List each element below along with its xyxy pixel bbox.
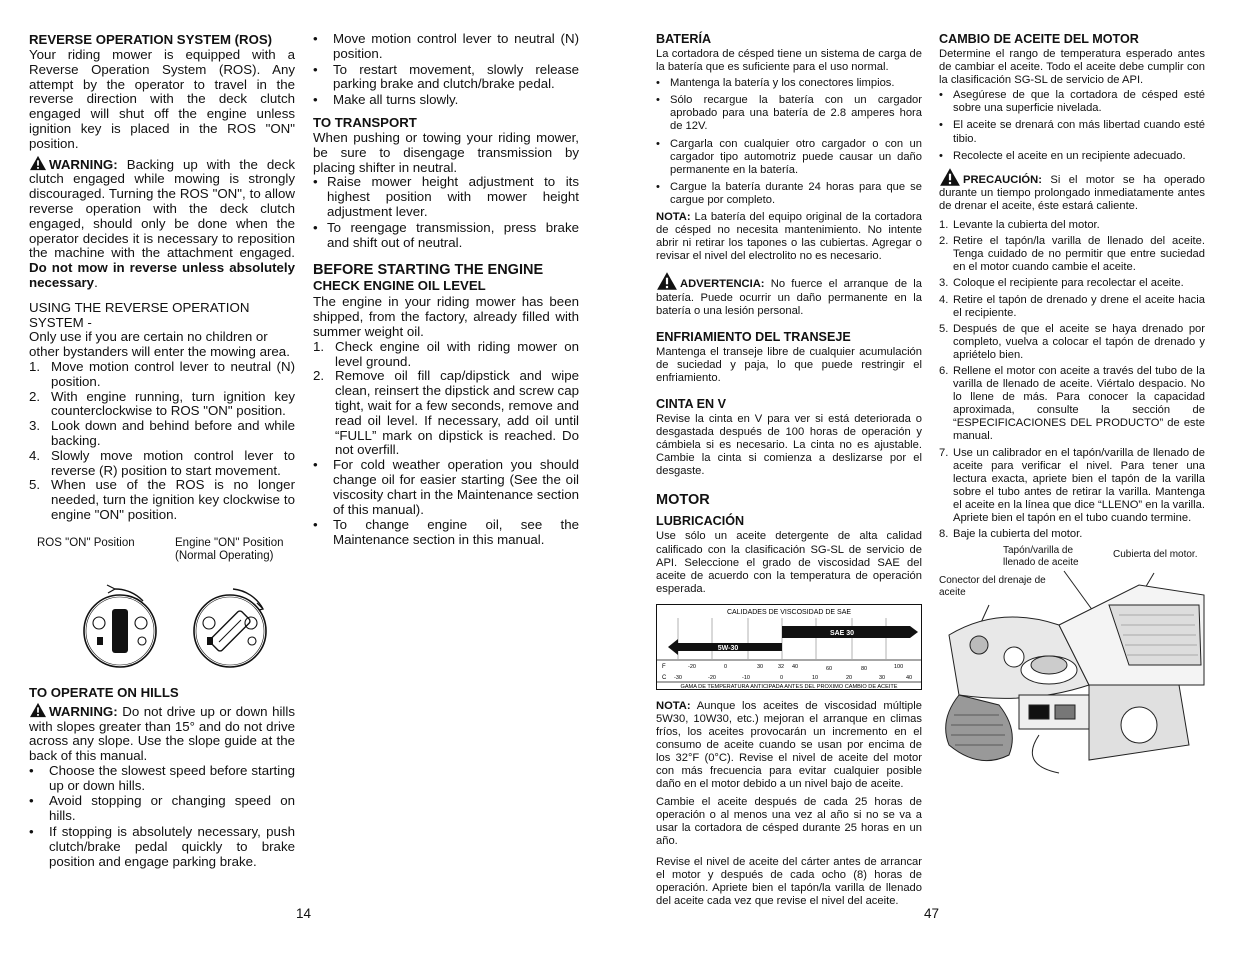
page-number-right: 47 [924,906,940,921]
ros-on-label: ROS "ON" Position [37,536,135,549]
ros-warning-text: Backing up with the deck clutch engaged while mowing is strongly discouraged. Turning the ROS "ON", to allow reverse operation with the deck clutch engaged, should only be done when the operator decides it is necessary to reposition the machine with the attachment engaged. [29,156,295,261]
list-item: • Cargarla con cualquier otro cargador o con un cargador tipo automotriz puede causar un daño permanente en la batería. [656,138,922,177]
tick-label: 60 [826,665,833,672]
list-item: • Cargue la batería durante 24 horas para que se cargue por completo. [656,181,922,207]
fig-label-conector: Conector del drenaje de aceite [939,575,1046,599]
tick-label: 100 [894,663,904,670]
mower-engine-illustration [939,545,1205,775]
bateria-nota [656,211,922,263]
sae-5w30-label: 5W-30 [717,644,739,652]
hills-warning-text: Do not drive up or down hills with slopes greater than 15° and do not drive across any slope. Use the slope guide at the back of this manual. [29,703,295,764]
cambio-precaucion [939,167,1205,213]
engine-on-label: Engine "ON" Position (Normal Operating) [175,536,284,562]
tick-label: 20 [846,674,853,681]
tick-label: 30 [879,674,886,681]
enfriamiento-text: Mantenga el transeje libre de cualquier acumulación de suciedad y paja, lo que puede restringir el enfriamiento. [656,345,922,384]
sae-chart-footer: GAMA DE TEMPERATURA ANTICIPADA ANTES DEL PROXIMO CAMBIO DE ACEITE [680,683,898,690]
list-item: • Raise mower height adjustment to its highest position with mower height adjustment lever. [313,175,579,219]
list-item: 5. Después de que el aceite se haya drenado por completo, vuelva a colocar el tapón de drenado y apriételo bien. [939,322,1205,361]
hills-warning-label: WARNING: [49,703,118,719]
warning-icon [29,702,47,718]
check-oil-heading: CHECK ENGINE OIL LEVEL [313,278,486,294]
warning-icon [29,155,47,171]
advertencia-text: No fuerce el arranque de la batería. Puede ocurrir un daño permanente en la batería o una lesión personal. [656,278,922,317]
list-item: 7. Use un calibrador en el tapón/varilla de llenado de aceite para verificar el nivel. Para tener una lectura exacta, apriete bien el tapón de la varilla sobre el tubo antes de retirar la varilla. Mantenga el aceite en la línea que dice “LLENO” en la varilla. Apriete bien el tapón en el tubo cuando termine. [939,446,1205,524]
list-item: 8. Baje la cubierta del motor. [939,528,1083,541]
sae-c-label: C [662,674,667,681]
tick-label: -10 [742,674,750,681]
precaucion-label: PRECAUCIÓN: [963,173,1042,186]
list-item: • El aceite se drenará con más libertad cuando esté tibio. [939,119,1205,145]
precaucion-text: Si el motor se ha operado durante un tiempo prolongado inmediatamente antes de drenar el aceite, éste estará caliente. [939,173,1205,212]
tick-label: 40 [792,663,799,670]
bateria-intro: La cortadora de césped tiene un sistema de carga de la batería que es suficiente para el uso normal. [656,48,922,74]
cambio-intro: Determine el rango de temperatura esperado antes de cambiar el aceite. Todo el aceite debe cumplir con la clasificación SG-SL de servicio de API. [939,48,1205,87]
tick-label: -30 [674,674,682,681]
fig-label-tapon: Tapón/varilla de llenado de aceite [1003,545,1079,569]
bateria-heading: BATERÍA [656,32,712,46]
list-item: • Choose the slowest speed before starting up or down hills. [29,764,295,794]
warning-icon [939,167,961,187]
list-item: • Make all turns slowly. [313,93,579,108]
engine-on-dial-icon [187,581,273,671]
tick-label: 32 [778,663,785,670]
list-item: 1. Check engine oil with riding mower on level ground. [313,338,579,369]
right-page-column-1 [656,30,922,908]
engine-oil-figure [939,545,1205,775]
cinta-text: Revise la cinta en V para ver si está deteriorada o desgastada después de 100 horas de operación y cámbiela si es necesario. La cinta no es ajustable. Cambie la cinta si comienza a deslizarse por el desgaste. [656,412,922,478]
transport-intro: When pushing or towing your riding mower, be sure to disengage transmission by placing shifter in neutral. [313,129,579,175]
list-item: 3. Look down and behind before and while backing. [29,418,295,448]
advertencia-label: ADVERTENCIA: [680,278,765,291]
list-item: • To change engine oil, see the Maintenance section in this manual. [313,518,579,548]
tick-label: -20 [688,663,696,670]
list-item: • For cold weather operation you should change oil for easier starting (See the oil viscosity chart in the Maintenance section of this manual). [313,458,579,517]
nota-label: NOTA: [656,211,691,224]
list-item: 3. Coloque el recipiente para recolectar el aceite. [939,277,1184,290]
bateria-advertencia [656,271,922,317]
lubricacion-text: Use sólo un aceite detergente de alta calidad calificado con la clasificación SG-SL de servicio de API. Seleccione el grado de viscosidad SAE del aceite de acuerdo con la temperatura de operación esperada. [656,530,922,595]
transport-list [313,175,579,250]
motor-p2: Cambie el aceite después de cada 25 horas de operación o al menos una vez al año si no se va a usar la cortadora de césped durante 25 horas en un año. [656,795,922,847]
tick-label: 40 [906,674,913,681]
ros-warning [29,155,295,291]
list-item: • Recolecte el aceite en un recipiente adecuado. [939,150,1205,163]
right-page-column-2 [939,30,1205,775]
enfriamiento-heading: ENFRIAMIENTO DEL TRANSEJE [656,329,851,344]
motor-heading: MOTOR [656,492,710,509]
transport-heading: TO TRANSPORT [313,114,417,130]
ros-on-dial-icon [77,581,163,671]
ros-intro: Your riding mower is equipped with a Reverse Operation System (ROS). Any attempt by the operator to travel in the reverse direction with the deck clutch engaged will shut off the engine unless ignition key is placed in the ROS "ON" position. [29,47,295,151]
nota-text: La batería del equipo original de la cortadora de césped no necesita mantenimiento. No intente abrir ni retirar los tapones o las cubiertas. Agregar o revisar el nivel del electrolito no es necesario. [656,211,922,263]
lubricacion-heading: LUBRICACIÓN [656,514,745,529]
warning-icon [656,271,678,291]
list-item: 5. When use of the ROS is no longer needed, turn the ignition key clockwise to engine "ON" position. [29,477,295,522]
cambio-heading: CAMBIO DE ACEITE DEL MOTOR [939,32,1139,46]
tick-label: 0 [780,674,784,681]
left-page-column-2 [313,32,579,549]
list-item: 1. Move motion control lever to neutral (N) position. [29,358,295,389]
list-item: • Sólo recargue la batería con un cargador aprobado para una batería de 2.8 amperes hora de 12V. [656,94,922,133]
ros-using-intro: Only use if you are certain no children or other bystanders will enter the mowing area. [29,329,290,360]
page-number-left: 14 [296,906,312,921]
check-oil-intro: The engine in your riding mower has been shipped, from the factory, already filled with summer weight oil. [313,294,579,339]
left-page-column-1 [29,30,295,870]
list-item: • Asegúrese de que la cortadora de césped esté sobre una superficie nivelada. [939,89,1205,115]
sae-viscosity-chart [656,604,922,690]
ros-steps [29,360,295,523]
list-item: 2. Retire el tapón/la varilla de llenado del aceite. Tenga cuidado de no permitir que entre suciedad en el motor cuando cambie el aceite. [939,235,1205,274]
ros-heading: REVERSE OPERATION SYSTEM (ROS) [29,32,273,47]
motor-nota [656,700,922,792]
tick-label: -20 [708,674,716,681]
ros-using-title: USING THE REVERSE OPERATION SYSTEM - [29,299,250,330]
tick-label: 30 [757,663,764,670]
nota-label: NOTA: [656,699,691,712]
ros-warning-bold: Do not mow in reverse unless absolutely necessary [29,260,295,290]
hills-warning [29,702,295,764]
ros-figure-labels [29,537,295,563]
hills-continued-list [313,32,579,108]
list-item: 2. Remove oil fill cap/dipstick and wipe clean, reinsert the dipstick and screw cap tight, wait for a few seconds, remove and read oil level. If necessary, add oil until “FULL” mark on dipstick is reached. Do not overfill. [313,368,579,458]
cambio-list [939,89,1205,162]
check-oil-steps [313,340,579,458]
ros-warning-end: . [94,274,98,290]
tick-label: 80 [861,665,868,672]
list-item: • If stopping is absolutely necessary, push clutch/brake pedal quickly to brake position and engage parking brake. [29,825,295,869]
nota-text: Aunque los aceites de viscosidad múltiple 5W30, 10W30, etc.) mejoran el arranque en climas fríos, los aceites provocarán un incremento en el consumo de aceite cuando se usan por encima de los 32°F (0°C). Revise el nivel de aceite del motor con más frecuencia para evitar cualquier posible daño en el motor debido a un nivel bajo de aceite. [656,699,922,791]
cambio-steps [939,219,1205,541]
list-item: • Mantenga la batería y los conectores limpios. [656,77,922,90]
motor-p3: Revise el nivel de aceite del cárter antes de arrancar el motor y después de cada ocho (8) horas de operación. Apriete bien el tapón/la varilla de llenado del aceite cada vez que revise el nivel del aceite. [656,855,922,908]
check-oil-list [313,458,579,548]
tick-label: 10 [812,674,819,681]
ros-warning-label: WARNING: [49,156,118,172]
cinta-heading: CINTA EN V [656,396,726,411]
before-starting-heading: BEFORE STARTING THE ENGINE [313,262,544,279]
list-item: 6. Rellene el motor con aceite a través del tubo de la varilla de llenado de aceite. Viértalo despacio. No lo llene de más. Para conocer la capacidad aproximada, consulte la sección de “ESPECIFICACIONES DEL PRODUCTO” de este manual. [939,364,1205,443]
hills-heading: TO OPERATE ON HILLS [29,684,179,700]
list-item: • To restart movement, slowly release parking brake and clutch/brake pedal. [313,63,579,93]
list-item: 2. With engine running, turn ignition key counterclockwise to ROS "ON" position. [29,388,295,419]
list-item: 4. Slowly move motion control lever to reverse (R) position to start movement. [29,447,295,478]
list-item: 1. Levante la cubierta del motor. [939,219,1100,232]
list-item: • Move motion control lever to neutral (N) position. [313,32,579,62]
ignition-dials-figure [77,581,295,671]
sae-chart-title: CALIDADES DE VISCOSIDAD DE SAE [726,608,852,616]
list-item: • Avoid stopping or changing speed on hills. [29,794,295,824]
tick-label: 0 [724,663,728,670]
list-item: • To reengage transmission, press brake and shift out of neutral. [313,221,579,251]
list-item: 4. Retire el tapón de drenado y drene el aceite hacia el recipiente. [939,293,1205,319]
sae-30-label: SAE 30 [829,629,855,637]
fig-label-cubierta: Cubierta del motor. [1113,549,1198,561]
hills-list [29,764,295,870]
bateria-list [656,77,922,207]
sae-f-label: F [662,663,666,670]
